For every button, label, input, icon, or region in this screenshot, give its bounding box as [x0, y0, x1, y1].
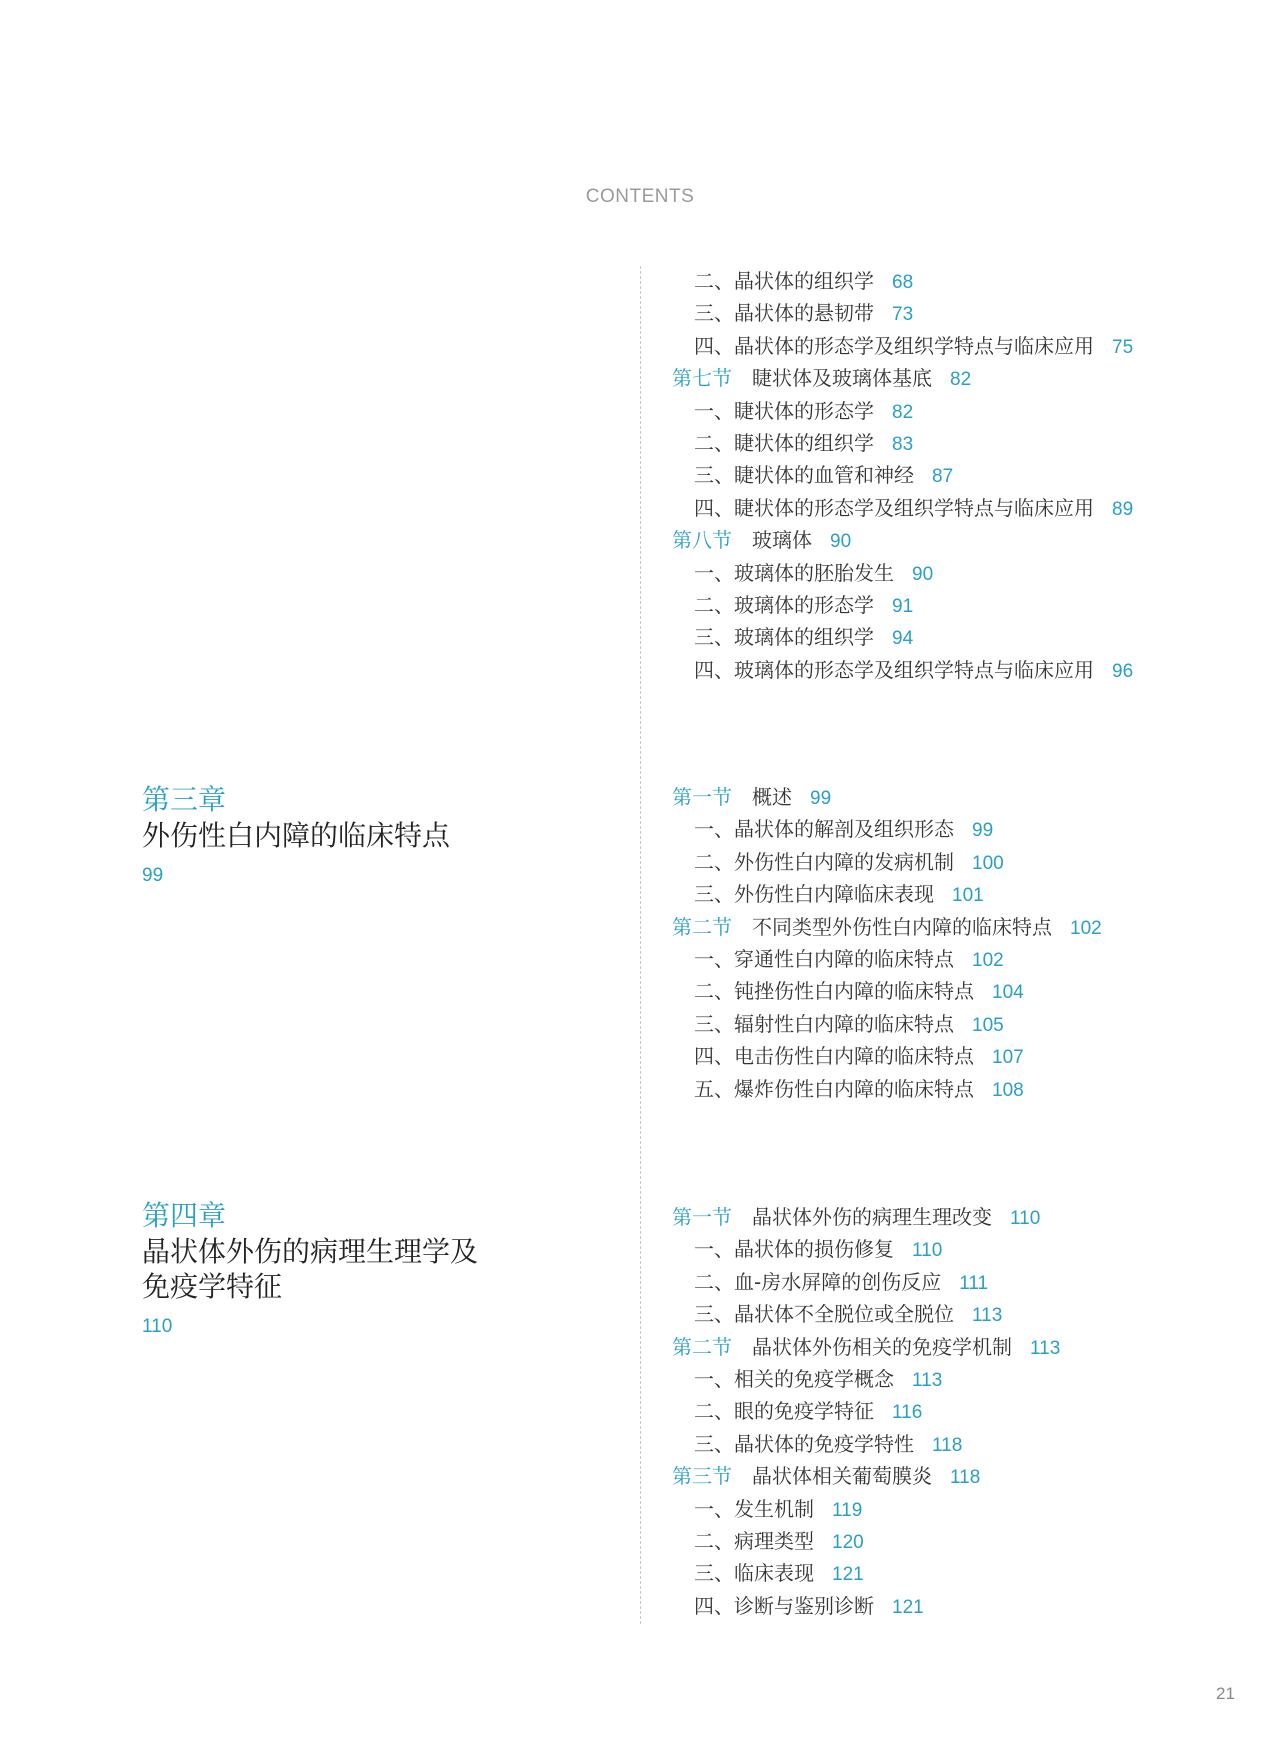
- toc-section-entry[interactable]: [672, 362, 1232, 394]
- toc-page-number: 73: [892, 304, 914, 326]
- section-title: 玻璃体: [752, 528, 812, 553]
- toc-subsection-entry[interactable]: [672, 621, 1232, 653]
- subsection-title: 三、晶状体的悬韧带: [694, 301, 874, 326]
- toc-list-chapter-3: [672, 781, 1232, 1105]
- section-label: 第八节: [672, 528, 732, 553]
- toc-subsection-entry[interactable]: [672, 330, 1232, 362]
- toc-page-number: 101: [952, 885, 984, 907]
- chapter-page-number: 110: [142, 1316, 173, 1337]
- toc-page-number: 120: [832, 1531, 864, 1553]
- subsection-title: 三、外伤性白内障临床表现: [694, 882, 934, 907]
- toc-subsection-entry[interactable]: [672, 1590, 1232, 1622]
- toc-subsection-entry[interactable]: [672, 1395, 1232, 1427]
- toc-subsection-entry[interactable]: [672, 846, 1232, 878]
- subsection-title: 三、睫状体的血管和神经: [694, 463, 914, 488]
- section-label: 第一节: [672, 1205, 732, 1229]
- section-title: 不同类型外伤性白内障的临床特点: [752, 914, 1052, 939]
- toc-subsection-entry[interactable]: [672, 1428, 1232, 1460]
- toc-page-number: 100: [972, 852, 1004, 874]
- toc-page-number: 105: [972, 1014, 1004, 1036]
- subsection-title: 一、相关的免疫学概念: [694, 1366, 894, 1391]
- chapter-4-block[interactable]: [142, 1198, 478, 1338]
- toc-page-number: 75: [1112, 336, 1134, 358]
- toc-subsection-entry[interactable]: [672, 1073, 1232, 1105]
- subsection-title: 二、病理类型: [694, 1528, 814, 1553]
- toc-subsection-entry[interactable]: [672, 1493, 1232, 1525]
- toc-subsection-entry[interactable]: [672, 943, 1232, 975]
- subsection-title: 四、玻璃体的形态学及组织学特点与临床应用: [694, 657, 1094, 682]
- subsection-title: 一、晶状体的损伤修复: [694, 1237, 894, 1262]
- toc-subsection-entry[interactable]: [672, 1298, 1232, 1330]
- chapter-title-line-1: 晶状体外伤的病理生理学及: [142, 1235, 479, 1268]
- toc-page-number: 82: [950, 369, 972, 391]
- toc-subsection-entry[interactable]: [672, 557, 1232, 589]
- subsection-title: 三、玻璃体的组织学: [694, 625, 874, 650]
- toc-page-number: 121: [832, 1564, 864, 1586]
- toc-subsection-entry[interactable]: [672, 975, 1232, 1007]
- toc-subsection-entry[interactable]: [672, 459, 1232, 491]
- toc-page-number: 90: [830, 531, 852, 553]
- subsection-title: 四、电击伤性白内障的临床特点: [694, 1044, 974, 1069]
- toc-page-number: 113: [1030, 1337, 1061, 1359]
- subsection-title: 二、晶状体的组织学: [694, 269, 874, 293]
- toc-section-entry[interactable]: [672, 781, 1232, 813]
- toc-list-chapter-4: [672, 1201, 1232, 1622]
- toc-subsection-entry[interactable]: [672, 1266, 1232, 1298]
- toc-page-number: 110: [1010, 1208, 1041, 1229]
- toc-subsection-entry[interactable]: [672, 395, 1232, 427]
- subsection-title: 一、睫状体的形态学: [694, 398, 874, 423]
- section-label: 第二节: [672, 914, 732, 939]
- subsection-title: 四、睫状体的形态学及组织学特点与临床应用: [694, 495, 1094, 520]
- section-label: 第三节: [672, 1464, 732, 1489]
- chapter-title: 外伤性白内障的临床特点: [142, 819, 451, 852]
- toc-subsection-entry[interactable]: [672, 492, 1232, 524]
- section-title: 晶状体外伤的病理生理改变: [752, 1205, 992, 1229]
- page-number: 21: [1216, 1684, 1235, 1703]
- subsection-title: 二、血-房水屏障的创伤反应: [694, 1269, 942, 1294]
- chapter-title-line-2: 免疫学特征: [142, 1270, 283, 1303]
- column-divider: [640, 266, 641, 1624]
- toc-page-number: 118: [950, 1467, 981, 1489]
- subsection-title: 二、外伤性白内障的发病机制: [694, 849, 954, 874]
- toc-page-number: 94: [892, 628, 914, 650]
- toc-page-number: 68: [892, 272, 914, 293]
- toc-page-number: 121: [892, 1596, 924, 1618]
- subsection-title: 二、钝挫伤性白内障的临床特点: [694, 979, 974, 1004]
- subsection-title: 一、玻璃体的胚胎发生: [694, 560, 894, 585]
- subsection-title: 四、诊断与鉴别诊断: [694, 1593, 874, 1618]
- toc-section-entry[interactable]: [672, 1201, 1232, 1233]
- subsection-title: 五、爆炸伤性白内障的临床特点: [694, 1076, 974, 1101]
- subsection-title: 三、晶状体不全脱位或全脱位: [694, 1302, 954, 1327]
- chapter-page-number: 99: [142, 865, 164, 886]
- toc-section-entry[interactable]: [672, 1460, 1232, 1492]
- toc-page-number: 99: [810, 788, 832, 809]
- toc-section-entry[interactable]: [672, 1331, 1232, 1363]
- toc-subsection-entry[interactable]: [672, 589, 1232, 621]
- subsection-title: 三、晶状体的免疫学特性: [694, 1431, 914, 1456]
- toc-subsection-entry[interactable]: [672, 1233, 1232, 1265]
- toc-section-entry[interactable]: [672, 524, 1232, 556]
- subsection-title: 三、临床表现: [694, 1561, 814, 1586]
- toc-page-number: 89: [1112, 498, 1134, 520]
- section-title: 睫状体及玻璃体基底: [752, 366, 932, 391]
- toc-list-continued: [672, 265, 1232, 686]
- subsection-title: 二、玻璃体的形态学: [694, 592, 874, 617]
- toc-page-number: 108: [992, 1079, 1024, 1101]
- subsection-title: 四、晶状体的形态学及组织学特点与临床应用: [694, 333, 1094, 358]
- subsection-title: 二、眼的免疫学特征: [694, 1399, 874, 1424]
- section-title: 概述: [752, 785, 792, 809]
- toc-page-number: 87: [932, 466, 954, 488]
- subsection-title: 二、睫状体的组织学: [694, 430, 874, 455]
- toc-section-entry[interactable]: [672, 911, 1232, 943]
- toc-subsection-entry[interactable]: [672, 1008, 1232, 1040]
- subsection-title: 一、晶状体的解剖及组织形态: [694, 817, 954, 842]
- toc-page-number: 91: [892, 595, 914, 617]
- page-header-title: CONTENTS: [585, 186, 695, 207]
- subsection-title: 一、穿通性白内障的临床特点: [694, 946, 954, 971]
- chapter-3-block[interactable]: [142, 782, 450, 887]
- toc-subsection-entry[interactable]: [672, 1040, 1232, 1072]
- chapter-number: 第三章: [142, 783, 227, 816]
- subsection-title: 三、辐射性白内障的临床特点: [694, 1011, 954, 1036]
- toc-subsection-entry[interactable]: [672, 654, 1232, 686]
- toc-page-number: 110: [912, 1240, 943, 1262]
- toc-page-number: 82: [892, 401, 914, 423]
- toc-page-number: 83: [892, 433, 914, 455]
- toc-page-number: 111: [959, 1272, 989, 1294]
- toc-page-number: 102: [1070, 917, 1102, 939]
- toc-page-number: 113: [912, 1369, 943, 1391]
- toc-page-number: 116: [892, 1402, 923, 1424]
- toc-subsection-entry[interactable]: [672, 427, 1232, 459]
- subsection-title: 一、发生机制: [694, 1496, 814, 1521]
- toc-subsection-entry[interactable]: [672, 813, 1232, 845]
- chapter-number: 第四章: [142, 1199, 227, 1232]
- section-label: 第二节: [672, 1334, 732, 1359]
- toc-page-number: 102: [972, 949, 1004, 971]
- toc-page-number: 118: [932, 1434, 963, 1456]
- toc-subsection-entry[interactable]: [672, 297, 1232, 329]
- section-label: 第一节: [672, 785, 732, 809]
- toc-page-number: 119: [832, 1499, 863, 1521]
- toc-subsection-entry[interactable]: [672, 265, 1232, 297]
- toc-page-number: 90: [912, 563, 934, 585]
- toc-subsection-entry[interactable]: [672, 1363, 1232, 1395]
- section-label: 第七节: [672, 366, 732, 391]
- toc-page-number: 96: [1112, 660, 1134, 682]
- section-title: 晶状体外伤相关的免疫学机制: [752, 1334, 1012, 1359]
- toc-page-number: 99: [972, 820, 994, 842]
- section-title: 晶状体相关葡萄膜炎: [752, 1464, 932, 1489]
- toc-subsection-entry[interactable]: [672, 1525, 1232, 1557]
- toc-page-number: 113: [972, 1305, 1003, 1327]
- toc-subsection-entry[interactable]: [672, 1557, 1232, 1589]
- toc-page-number: 107: [992, 1047, 1024, 1069]
- toc-subsection-entry[interactable]: [672, 878, 1232, 910]
- toc-page-number: 104: [992, 982, 1024, 1004]
